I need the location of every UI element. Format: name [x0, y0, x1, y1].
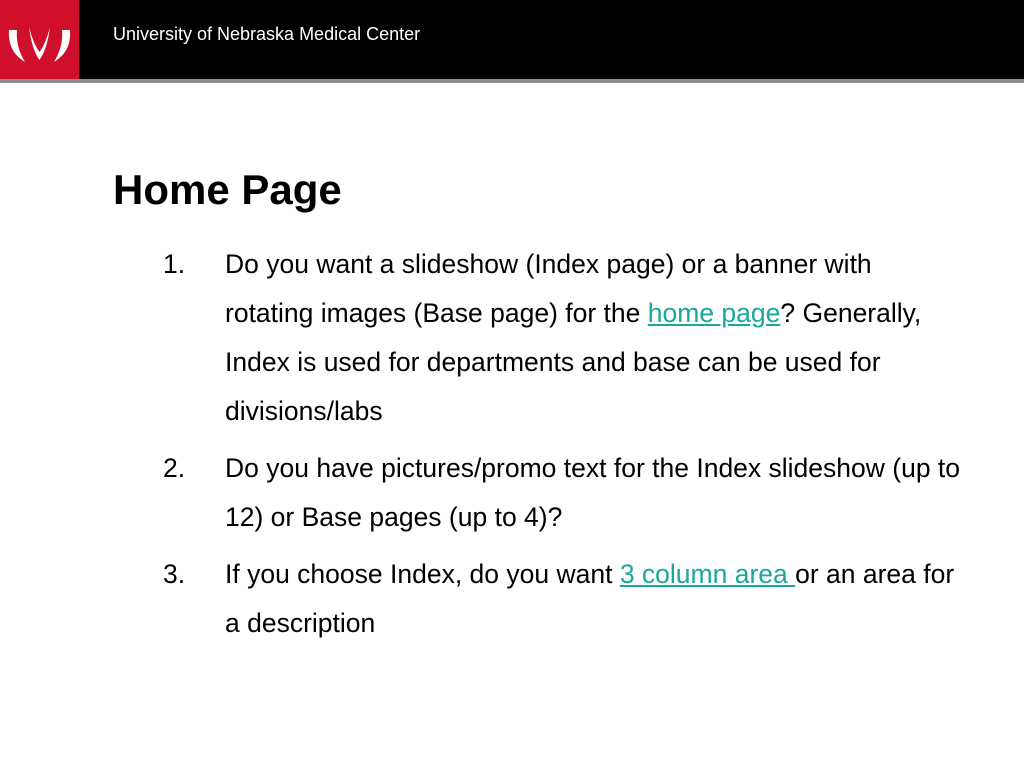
item-text: Do you have pictures/promo text for the Index slideshow (up to 12) or Base pages (up to 4)?	[225, 453, 961, 532]
item-text: Do you want a slideshow (Index page) or a banner with rotating images (Base page) for the	[225, 249, 872, 328]
home-page-link[interactable]: home page	[647, 298, 781, 328]
list-item	[163, 444, 963, 542]
unmc-logo-icon	[0, 0, 79, 79]
header-divider	[0, 79, 1024, 83]
logo-mark	[0, 0, 79, 79]
item-number: 3.	[163, 559, 186, 589]
item-number: 2.	[163, 453, 186, 483]
list-item	[163, 550, 963, 648]
item-text-continued: ? Generally, Index is used for departments and base can be used for divisions/labs	[225, 298, 922, 426]
page-title: Home Page	[113, 166, 342, 213]
item-number: 1.	[163, 249, 186, 279]
organization-name: University of Nebraska Medical Center	[113, 24, 421, 44]
list-item	[163, 240, 963, 436]
item-text-continued: or an area for a description	[225, 559, 955, 638]
three-column-area-link[interactable]: 3 column area	[619, 559, 796, 589]
item-text: If you choose Index, do you want	[225, 559, 620, 589]
question-list	[163, 240, 963, 656]
